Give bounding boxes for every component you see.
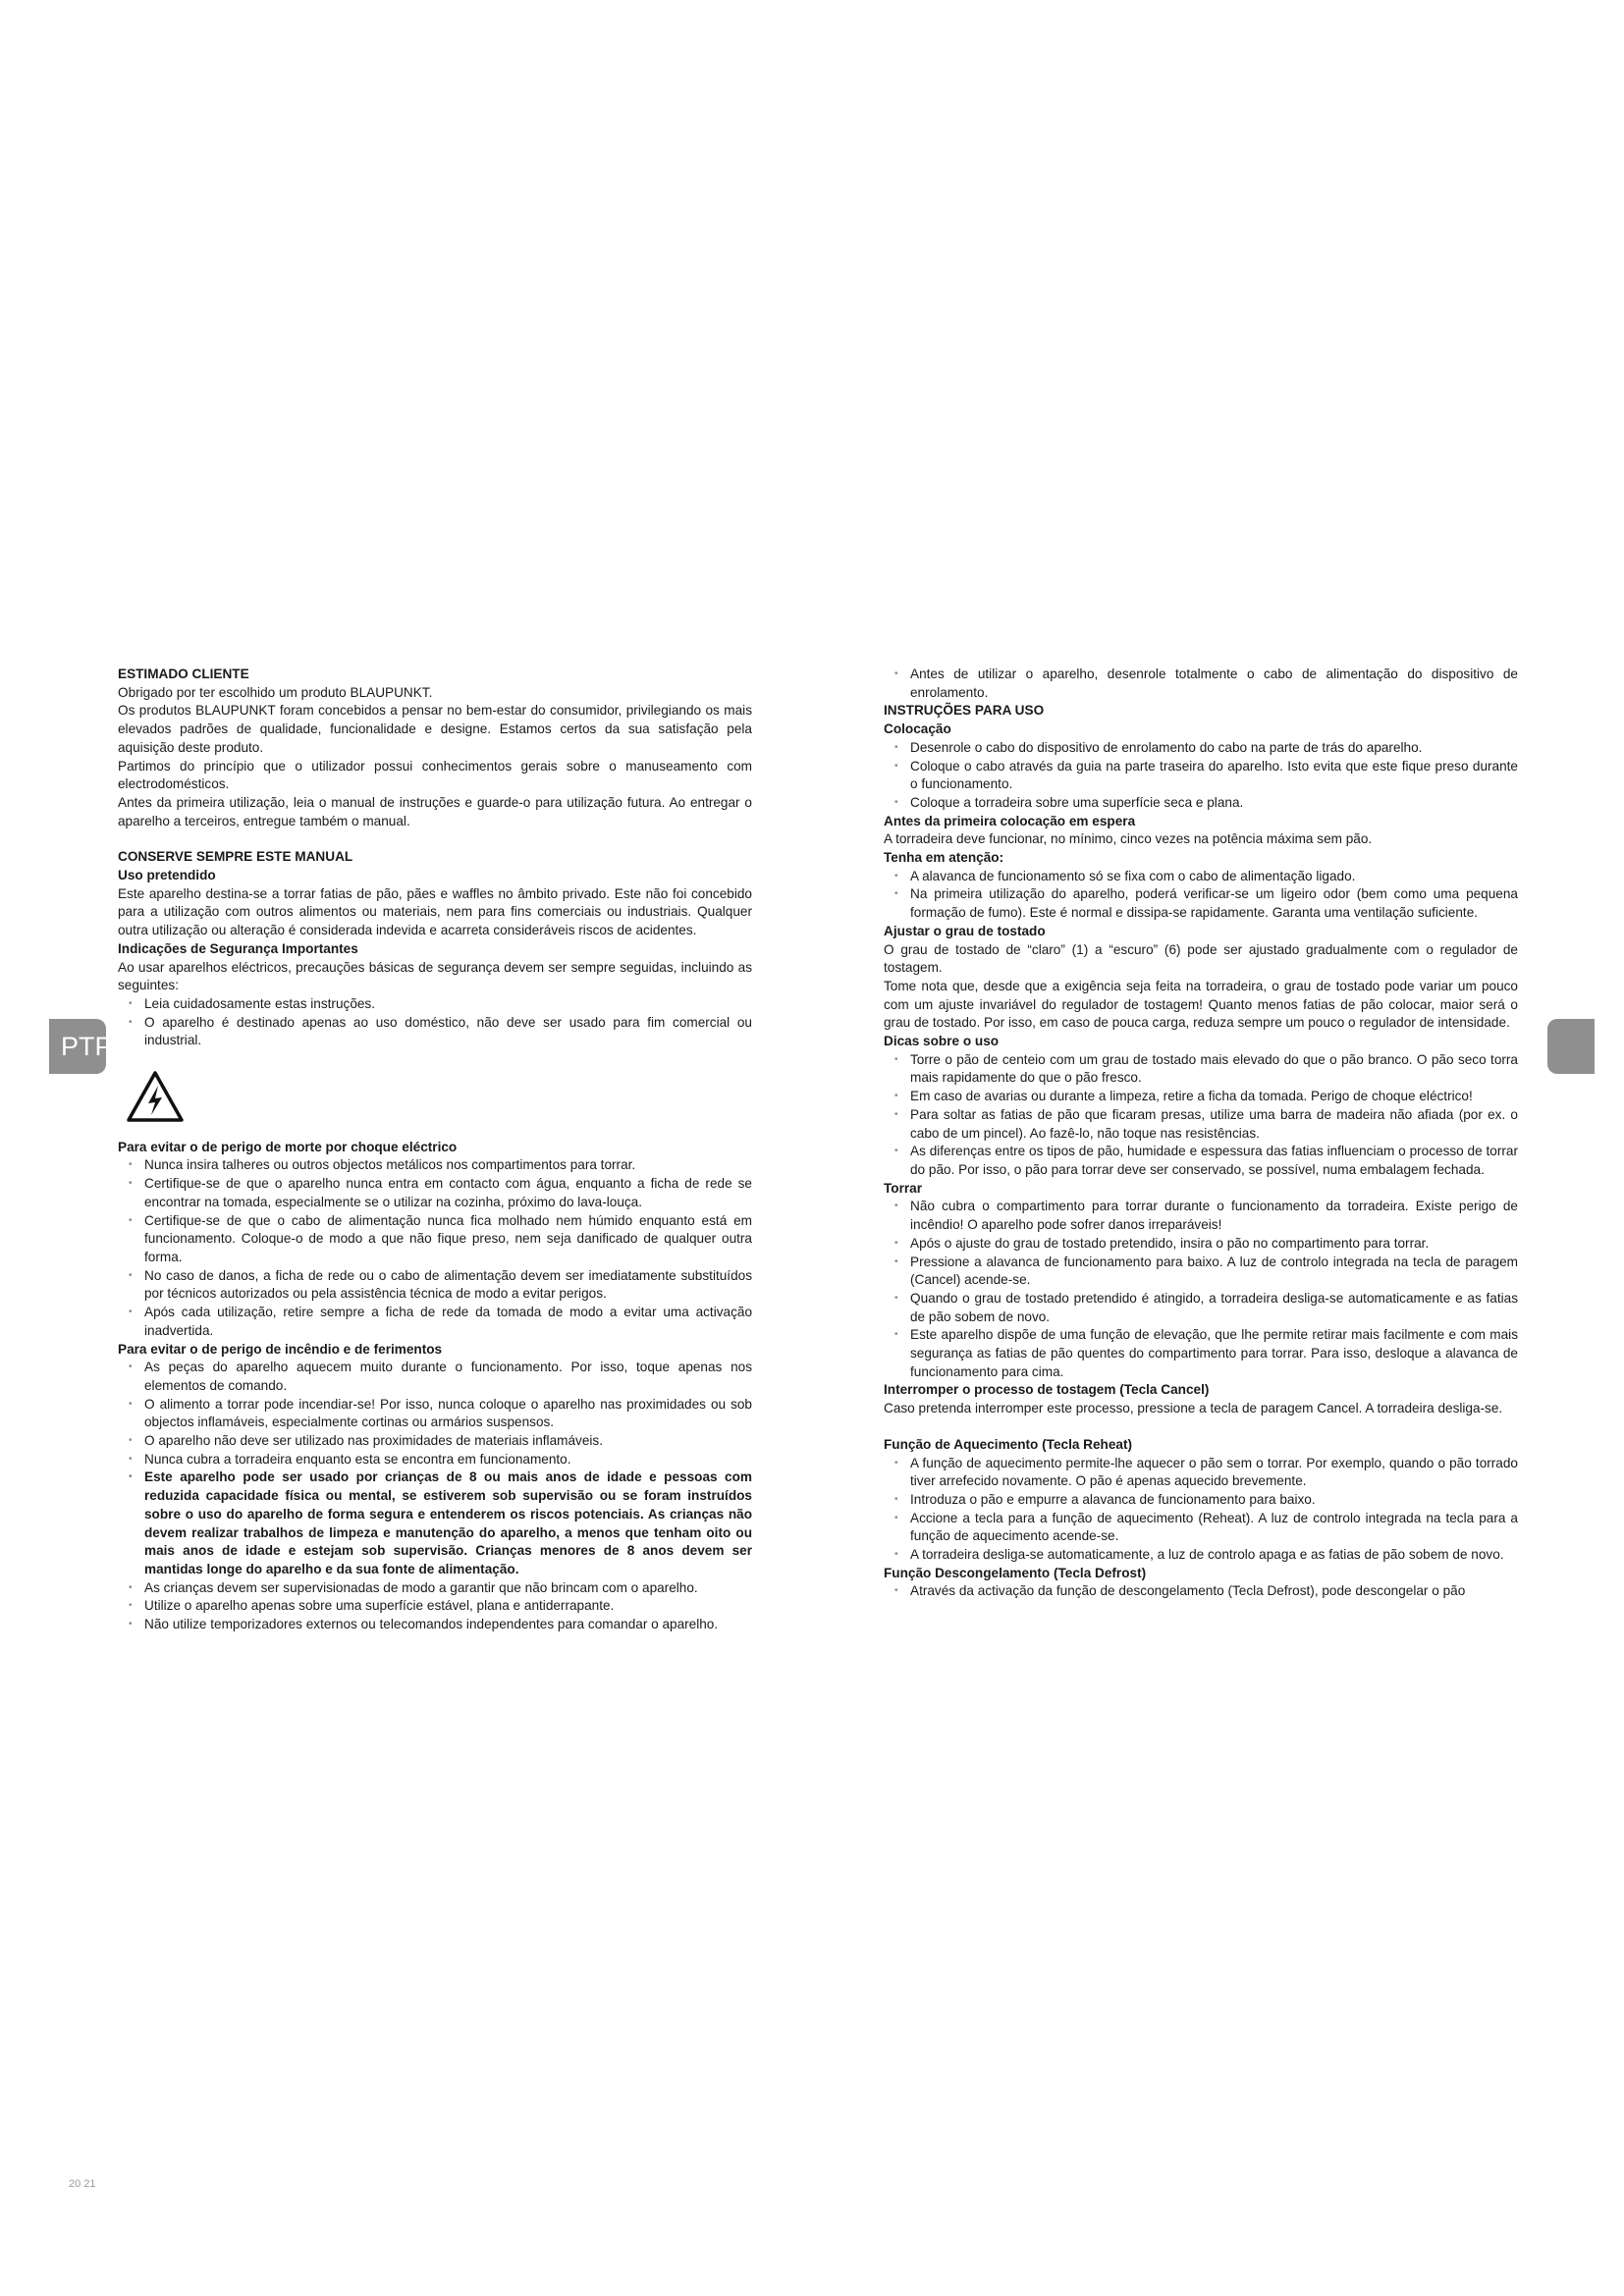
list-item: • Nunca cubra a torradeira enquanto esta se encontra em funcionamento. xyxy=(118,1451,752,1469)
safety-list xyxy=(118,995,752,1050)
list-item: • Para soltar as fatias de pão que ficaram presas, utilize uma barra de madeira não afiada (por ex. o cabo de um pincel). Ao fazê-lo, não toque nas resistências. xyxy=(884,1106,1518,1143)
list-item: • No caso de danos, a ficha de rede ou o cabo de alimentação devem ser imediatamente substituídos por técnicos autorizados ou pela assistência técnica de modo a evitar perigos. xyxy=(118,1267,752,1304)
list-item: • Utilize o aparelho apenas sobre uma superfície estável, plana e antiderrapante. xyxy=(118,1597,752,1616)
page-numbers: 20 21 xyxy=(69,2178,96,2190)
list-item: • A função de aquecimento permite-lhe aquecer o pão sem o torrar. Por exemplo, quando o pão torrado tiver arrefecido novamente. O pão é apenas aquecido brevemente. xyxy=(884,1455,1518,1491)
left-column xyxy=(118,666,752,1634)
list-item: • Leia cuidadosamente estas instruções. xyxy=(118,995,752,1014)
list-item: • Não utilize temporizadores externos ou telecomandos independentes para comandar o aparelho. xyxy=(118,1616,752,1634)
list-item: • Após cada utilização, retire sempre a ficha de rede da tomada de modo a evitar uma activação inadvertida. xyxy=(118,1304,752,1340)
list-item: • Antes de utilizar o aparelho, desenrole totalmente o cabo de alimentação do dispositivo de enrolamento. xyxy=(884,666,1518,702)
placement-list xyxy=(884,739,1518,813)
list-item: • Coloque o cabo através da guia na parte traseira do aparelho. Isto evita que este fique preso durante o funcionamento. xyxy=(884,758,1518,794)
list-item: • Torre o pão de centeio com um grau de tostado mais elevado do que o pão branco. O pão seco torra mais rapidamente do que o pão fresco. xyxy=(884,1051,1518,1088)
list-item: • Certifique-se de que o aparelho nunca entra em contacto com água, enquanto a ficha de rede se encontrar na tomada, especialmente se o utilizar na cozinha, próximo do lava-louça. xyxy=(118,1175,752,1211)
defrost-list xyxy=(884,1582,1518,1601)
adjust-title: Ajustar o grau de tostado xyxy=(884,923,1046,938)
intro-paragraph: Antes da primeira utilização, leia o manual de instruções e guarde-o para utilização futura. Ao entregar o aparelho a terceiros, entregue também o manual. xyxy=(118,794,752,828)
attention-title: Tenha em atenção: xyxy=(884,850,1004,866)
usage-title: INSTRUÇÕES PARA USO xyxy=(884,703,1045,719)
list-item: • Este aparelho dispõe de uma função de elevação, que lhe permite retirar mais facilmente e com mais segurança as fatias de pão quentes do compartimento para torrar. Para isso, desloque a alavanca de funcionamento para cima. xyxy=(884,1326,1518,1381)
list-item: • O alimento a torrar pode incendiar-se! Por isso, nunca coloque o aparelho nas proximidades ou sob objectos inflamáveis, especialmente cortinas ou armários suspensos. xyxy=(118,1396,752,1432)
list-item: • Certifique-se de que o cabo de alimentação nunca fica molhado nem húmido enquanto está em funcionamento. Coloque-o de modo a que não fique preso, nem seja danificado de qualquer outra forma. xyxy=(118,1212,752,1267)
first-use-text: A torradeira deve funcionar, no mínimo, cinco vezes na potência máxima sem pão. xyxy=(884,831,1373,847)
list-item: • Pressione a alavanca de funcionamento para baixo. A luz de controlo integrada na tecla de paragem (Cancel) acende-se. xyxy=(884,1254,1518,1290)
list-item: • Accione a tecla para a função de aquecimento (Reheat). A luz de controlo integrada na tecla para a função de aquecimento acende-se. xyxy=(884,1510,1518,1546)
safety-text: Ao usar aparelhos eléctricos, precauções básicas de segurança devem ser sempre seguidas, incluindo as seguintes: xyxy=(118,959,752,993)
list-item: • Coloque a torradeira sobre uma superfície seca e plana. xyxy=(884,794,1518,813)
list-item: • As crianças devem ser supervisionadas de modo a garantir que não brincam com o aparelho. xyxy=(118,1579,752,1598)
shock-list xyxy=(118,1156,752,1340)
list-item: • A torradeira desliga-se automaticamente, a luz de controlo apaga e as fatias de pão sobem de novo. xyxy=(884,1546,1518,1565)
list-item: • O aparelho não deve ser utilizado nas proximidades de materiais inflamáveis. xyxy=(118,1432,752,1451)
toast-list xyxy=(884,1198,1518,1381)
intro-paragraph: Partimos do princípio que o utilizador possui conhecimentos gerais sobre o manuseamento com electrodomésticos. xyxy=(118,758,752,792)
intro-paragraph: Obrigado por ter escolhido um produto BLAUPUNKT. xyxy=(118,684,433,700)
high-voltage-warning-icon xyxy=(126,1070,185,1123)
list-item: • Quando o grau de tostado pretendido é atingido, a torradeira desliga-se automaticamente e as fatias de pão sobem de novo. xyxy=(884,1290,1518,1326)
reheat-list xyxy=(884,1455,1518,1565)
list-item: • Introduza o pão e empurre a alavanca de funcionamento para baixo. xyxy=(884,1491,1518,1510)
reheat-title: Função de Aquecimento (Tecla Reheat) xyxy=(884,1436,1133,1452)
list-item: • Em caso de avarias ou durante a limpeza, retire a ficha da tomada. Perigo de choque eléctrico! xyxy=(884,1088,1518,1106)
list-item: • As peças do aparelho aquecem muito durante o funcionamento. Por isso, toque apenas nos elementos de comando. xyxy=(118,1359,752,1395)
intended-use-text: Este aparelho destina-se a torrar fatias de pão, pães e waffles no âmbito privado. Este não foi concebido para a utilização com outros alimentos ou materiais, nem para fins comerciais ou industriais. Qualquer outra utilização ou alteração é considerada indevida e acarreta consideráveis riscos de acidentes. xyxy=(118,885,752,938)
tips-title: Dicas sobre o uso xyxy=(884,1034,1000,1049)
right-column xyxy=(884,666,1518,1601)
defrost-title: Função Descongelamento (Tecla Defrost) xyxy=(884,1565,1147,1580)
list-item: • Desenrole o cabo do dispositivo de enrolamento do cabo na parte de trás do aparelho. xyxy=(884,739,1518,758)
manual-title: CONSERVE SEMPRE ESTE MANUAL xyxy=(118,849,353,865)
list-item: • A alavanca de funcionamento só se fixa com o cabo de alimentação ligado. xyxy=(884,868,1518,886)
safety-title: Indicações de Segurança Importantes xyxy=(118,940,358,956)
list-item: • Este aparelho pode ser usado por crianças de 8 ou mais anos de idade e pessoas com reduzida capacidade física ou mental, se estiverem sob supervisão ou se foram instruídos sobre o uso do aparelho de forma segura e entenderem os riscos potenciais. As crianças não devem realizar trabalhos de limpeza e manutenção do aparelho, a menos que tenham oito ou mais anos de idade e estejam sob supervisão. Crianças menores de 8 anos devem ser mantidas longe do aparelho e da sua fonte de alimentação. xyxy=(118,1468,752,1578)
list-item: • As diferenças entre os tipos de pão, humidade e espessura das fatias influenciam o processo de torrar do pão. Por isso, o pão para torrar deve ser conservado, se possível, numa embalagem fechada. xyxy=(884,1143,1518,1179)
shock-title: Para evitar o de perigo de morte por choque eléctrico xyxy=(118,1139,458,1154)
cancel-title: Interromper o processo de tostagem (Tecla Cancel) xyxy=(884,1382,1210,1398)
placement-title: Colocação xyxy=(884,721,951,737)
toast-title: Torrar xyxy=(884,1180,923,1196)
list-item: • Na primeira utilização do aparelho, poderá verificar-se um ligeiro odor (bem como uma pequena formação de fumo). Este é normal e dissipa-se rapidamente. Garanta uma ventilação suficiente. xyxy=(884,885,1518,922)
greeting-title: ESTIMADO CLIENTE xyxy=(118,667,249,681)
tips-list xyxy=(884,1051,1518,1180)
intended-use-title: Uso pretendido xyxy=(118,868,216,883)
language-tab-right xyxy=(1547,1019,1595,1074)
list-item: • O aparelho é destinado apenas ao uso doméstico, não deve ser usado para fim comercial ou industrial. xyxy=(118,1014,752,1050)
intro-paragraph: Os produtos BLAUPUNKT foram concebidos a pensar no bem-estar do consumidor, privilegiando os mais elevados padrões de qualidade, funcionalidade e designe. Estamos certos da sua satisfação pela aquisição deste produto. xyxy=(118,703,752,755)
list-item: • Após o ajuste do grau de tostado pretendido, insira o pão no compartimento para torrar. xyxy=(884,1235,1518,1254)
cord-list xyxy=(884,666,1518,702)
list-item: • Através da activação da função de descongelamento (Tecla Defrost), pode descongelar o pão xyxy=(884,1582,1518,1601)
fire-list xyxy=(118,1359,752,1634)
attention-list xyxy=(884,868,1518,923)
first-use-title: Antes da primeira colocação em espera xyxy=(884,813,1136,828)
list-item: • Nunca insira talheres ou outros objectos metálicos nos compartimentos para torrar. xyxy=(118,1156,752,1175)
adjust-text: Tome nota que, desde que a exigência seja feita na torradeira, o grau de tostado pode variar um pouco com um ajuste invariável do regulador de tostagem! Quanto menos fatias de pão colocar, maior será o grau de tostado. Por isso, em caso de pouca carga, reduza sempre um pouco o regulador de intensidade. xyxy=(884,978,1518,1031)
fire-title: Para evitar o de perigo de incêndio e de ferimentos xyxy=(118,1341,443,1357)
list-item: • Não cubra o compartimento para torrar durante o funcionamento da torradeira. Existe perigo de incêndio! O aparelho pode sofrer danos irreparáveis! xyxy=(884,1198,1518,1234)
language-tab: PTP xyxy=(49,1019,106,1074)
cancel-text: Caso pretenda interromper este processo, pressione a tecla de paragem Cancel. A torradeira desliga-se. xyxy=(884,1401,1503,1416)
adjust-text: O grau de tostado de “claro” (1) a “escuro” (6) pode ser ajustado gradualmente com o regulador de tostagem. xyxy=(884,941,1518,976)
